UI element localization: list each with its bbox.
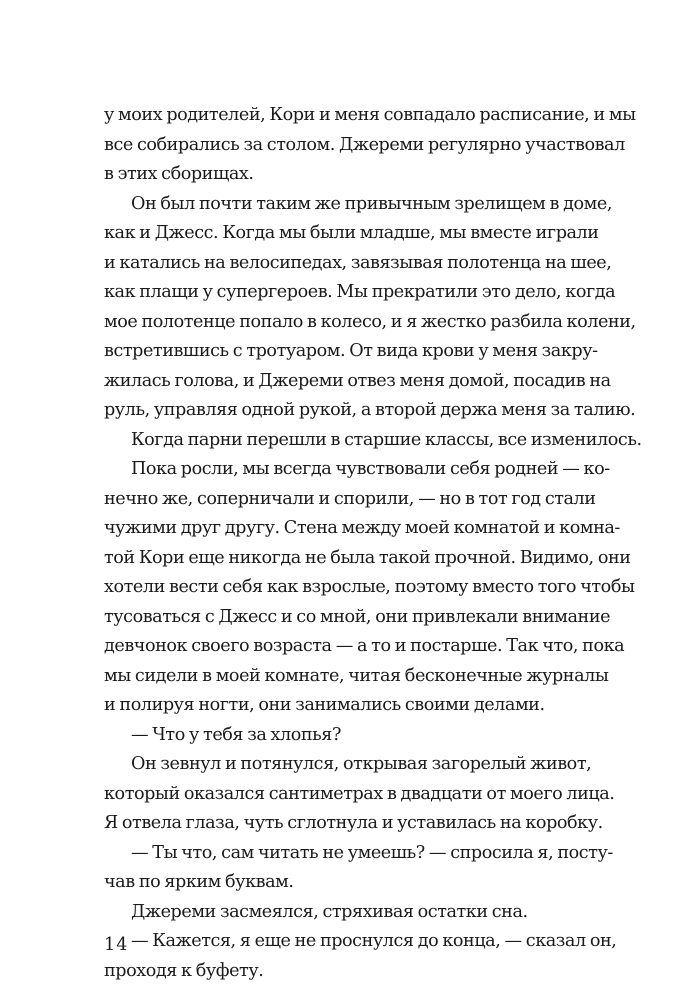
text-line: встретившись с тротуаром. От вида крови у меня закру- bbox=[104, 341, 598, 361]
text-line: мое полотенце попало в колесо, и я жестко разбила колени, bbox=[104, 311, 636, 332]
text-line: который оказался сантиметрах в двадцати от моего лица. bbox=[104, 783, 615, 804]
text-line: руль, управляя одной рукой, а второй держа меня за талию. bbox=[104, 400, 636, 420]
body-text bbox=[104, 101, 642, 986]
text-line: Пока росли, мы всегда чувствовали себя родней — ко- bbox=[131, 459, 610, 479]
text-line: хотели вести себя как взрослые, поэтому вместо того чтобы bbox=[104, 577, 635, 597]
text-line: чужими друг другу. Стена между моей комнатой и комна- bbox=[104, 518, 620, 538]
text-line: и катались на велосипедах, завязывая полотенца на шее, bbox=[104, 252, 612, 273]
text-line: Он был почти таким же привычным зрелищем в доме, bbox=[131, 193, 613, 214]
text-line: все собирались за столом. Джереми регулярно участвовал bbox=[104, 134, 625, 155]
text-line: нечно же, соперничали и спорили, — но в тот год стали bbox=[104, 488, 596, 509]
text-line: — Ты что, сам читать не умеешь? — спросила я, посту- bbox=[131, 842, 613, 863]
text-line: жилась голова, и Джереми отвез меня домой, посадив на bbox=[104, 370, 611, 391]
text-line: той Кори еще никогда не была такой прочной. Видимо, они bbox=[104, 547, 631, 568]
text-line: девчонок своего возраста — а то и постарше. Так что, пока bbox=[104, 636, 625, 656]
text-line: Я отвела глаза, чуть сглотнула и уставилась на коробку. bbox=[104, 813, 603, 833]
text-line: мы сидели в моей комнате, читая бесконечные журналы bbox=[104, 665, 609, 686]
text-line: — Кажется, я еще не проснулся до конца, — сказал он, bbox=[131, 931, 617, 951]
text-line: в этих сборищах. bbox=[104, 164, 254, 184]
text-line: у моих родителей, Кори и меня совпадало расписание, и мы bbox=[104, 105, 636, 125]
text-line: Джереми засмеялся, стряхивая остатки сна. bbox=[131, 901, 528, 922]
page-number: 14 bbox=[104, 935, 129, 955]
text-line: проходя к буфету. bbox=[104, 960, 264, 981]
text-line: — Что у тебя за хлопья? bbox=[131, 724, 341, 745]
text-line: как плащи у супергероев. Мы прекратили это дело, когда bbox=[104, 282, 616, 302]
text-line: чав по ярким буквам. bbox=[104, 872, 294, 892]
text-line: и полируя ногти, они занимались своими делами. bbox=[104, 695, 545, 715]
text-line: Он зевнул и потянулся, открывая загорелый живот, bbox=[131, 754, 592, 774]
text-line: как и Джесс. Когда мы были младше, мы вместе играли bbox=[104, 223, 599, 243]
text-line: Когда парни перешли в старшие классы, все изменилось. bbox=[131, 429, 642, 450]
text-line: тусоваться с Джесс и со мной, они привлекали внимание bbox=[104, 606, 611, 627]
